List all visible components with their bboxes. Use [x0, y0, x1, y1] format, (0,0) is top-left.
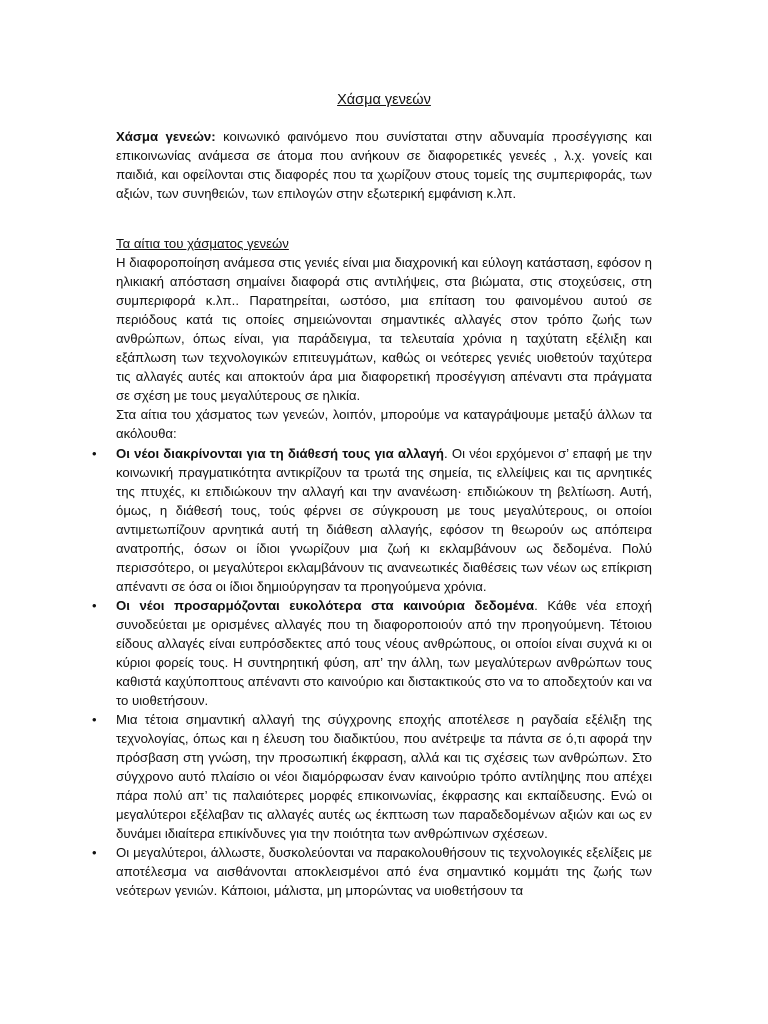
intro-text: κοινωνικό φαινόμενο που συνίσταται στην αδυναμία προσέγγισης και επικοινωνίας ανάμεσα σε άτομα που ανήκουν σε διαφορετικές γενεές , λ.χ. γονείς και παιδιά, και οφείλονται στις διαφορές που τα χωρίζουν στους τομείς της συμπεριφοράς, των αξιών, των συνηθειών, των επιλογών στην εξωτερική εμφάνιση κ.λπ.: [116, 129, 652, 201]
causes-heading: Τα αίτια του χάσματος γενεών: [116, 236, 289, 251]
intro-term: Χάσμα γενεών:: [116, 129, 216, 144]
causes-paragraph-1: Η διαφοροποίηση ανάμεσα στις γενιές είναι μια διαχρονική και εύλογη κατάσταση, εφόσον η ηλικιακή απόσταση σημαίνει διαφορά στις αντιλήψεις, στα βιώματα, στις στοχεύσεις, στη συμπεριφορά κ.λπ.. Παρατηρείται, ωστόσο, μια επίταση του φαινομένου αυτού σε περιόδους κατά τις οποίες σημειώνονται σημαντικές αλλαγές στον τρόπο ζωής των ανθρώπων, όπως είναι, για παράδειγμα, τα τελευταία χρόνια η ταχύτατη εξέλιξη και εξάπλωση των τεχνολογικών επιτευγμάτων, καθώς οι νεότερες γενιές υιοθετούν ταχύτερα τις αλλαγές αυτές και αποκτούν άρα μια διαφορετική προσέγγιση απέναντι στα πράγματα σε σχέση με τους μεγαλύτερους σε ηλικία.: [116, 255, 652, 403]
bullet-icon: •: [92, 446, 97, 461]
intro-definition: [116, 127, 652, 203]
bullet-text: . Οι νέοι ερχόμενοι σ’ επαφή με την κοινωνική πραγματικότητα αντικρίζουν τα τρωτά της σημεία, τις ελλείψεις και τις αρνητικές της πτυχές, κι επιδιώκουν την αλλαγή και την ανανέωση· επιδιώκουν τη βελτίωση. Αυτή, όμως, η διάθεσή τους, τούς φέρνει σε σύγκρουση με τους μεγαλύτερους, οι οποίοι αντιμετωπίζουν αρνητικά αυτή τη διάθεση αλλαγής, εφόσον τη θεωρούν ως απόπειρα ανατροπής, όσων οι ίδιοι γνωρίζουν μια ζωή κι εκλαμβάνουν ως δεδομένα. Πολύ περισσότερο, οι μεγαλύτεροι εκλαμβάνουν τις ανανεωτικές διαθέσεις των νέων ως επίκριση απέναντι σε όσα οι ίδιοι δημιούργησαν τα προηγούμενα χρόνια.: [116, 446, 652, 594]
bullet-icon: •: [92, 598, 97, 613]
causes-bullet-list: [92, 444, 652, 900]
bullet-item: [92, 596, 652, 710]
bullet-text: Μια τέτοια σημαντική αλλαγή της σύγχρονης εποχής αποτέλεσε η ραγδαία εξέλιξη της τεχνολογίας, όπως και η έλευση του διαδικτύου, που ανέτρεψε τα πάντα σε ό,τι αφορά την πρόσβαση στη γνώση, την προσωπική έκφραση, αλλά και τις σχέσεις των ανθρώπων. Στο σύγχρονο αυτό πλαίσιο οι νέοι διαμόρφωσαν έναν καινούριο τρόπο αντίληψης που απέχει πάρα πολύ απ’ τις παλαιότερες μορφές επικοινωνίας, έκφρασης και εκπαίδευσης. Ενώ οι μεγαλύτεροι εξέλαβαν τις αλλαγές αυτές ως έκπτωση των παραδεδομένων αξιών και ως εν δυνάμει ιδιαίτερα επικίνδυνες για την ποιότητα των ανθρώπινων σχέσεων.: [116, 712, 652, 841]
bullet-text: Οι μεγαλύτεροι, άλλωστε, δυσκολεύονται να παρακολουθήσουν τις τεχνολογικές εξελίξεις με αποτέλεσμα να αισθάνονται αποκλεισμένοι από ένα σημαντικό κομμάτι της ζωής των νεότερων γενιών. Κάποιοι, μάλιστα, μη μπορώντας να υιοθετήσουν τα: [116, 845, 652, 898]
bullet-icon: •: [92, 845, 97, 860]
causes-paragraph-2: Στα αίτια του χάσματος των γενεών, λοιπόν, μπορούμε να καταγράψουμε μεταξύ άλλων τα ακόλουθα:: [116, 407, 652, 441]
bullet-bold: Οι νέοι διακρίνονται για τη διάθεσή τους για αλλαγή: [116, 446, 444, 461]
bullet-text: . Κάθε νέα εποχή συνοδεύεται με ορισμένες αλλαγές που τη διαφοροποιούν από την προηγούμενη. Τέτοιου είδους αλλαγές είναι ευπρόσδεκτες από τους νέους ανθρώπους, οι οποίοι είναι συχνά κι οι κύριοι φορείς τους. Η συντηρητική φύση, απ’ την άλλη, των μεγαλύτερων ανθρώπων τους καθιστά καχύποπτους απέναντι στο καινούριο και διστακτικούς στο να το αποδεχτούν και να το υιοθετήσουν.: [116, 598, 652, 708]
causes-section: [116, 234, 652, 443]
bullet-item: [92, 710, 652, 843]
bullet-item: [92, 843, 652, 900]
bullet-bold: Οι νέοι προσαρμόζονται ευκολότερα στα καινούρια δεδομένα: [116, 598, 535, 613]
bullet-item: [92, 444, 652, 596]
document-title: Χάσμα γενεών: [337, 92, 431, 108]
bullet-icon: •: [92, 712, 97, 727]
